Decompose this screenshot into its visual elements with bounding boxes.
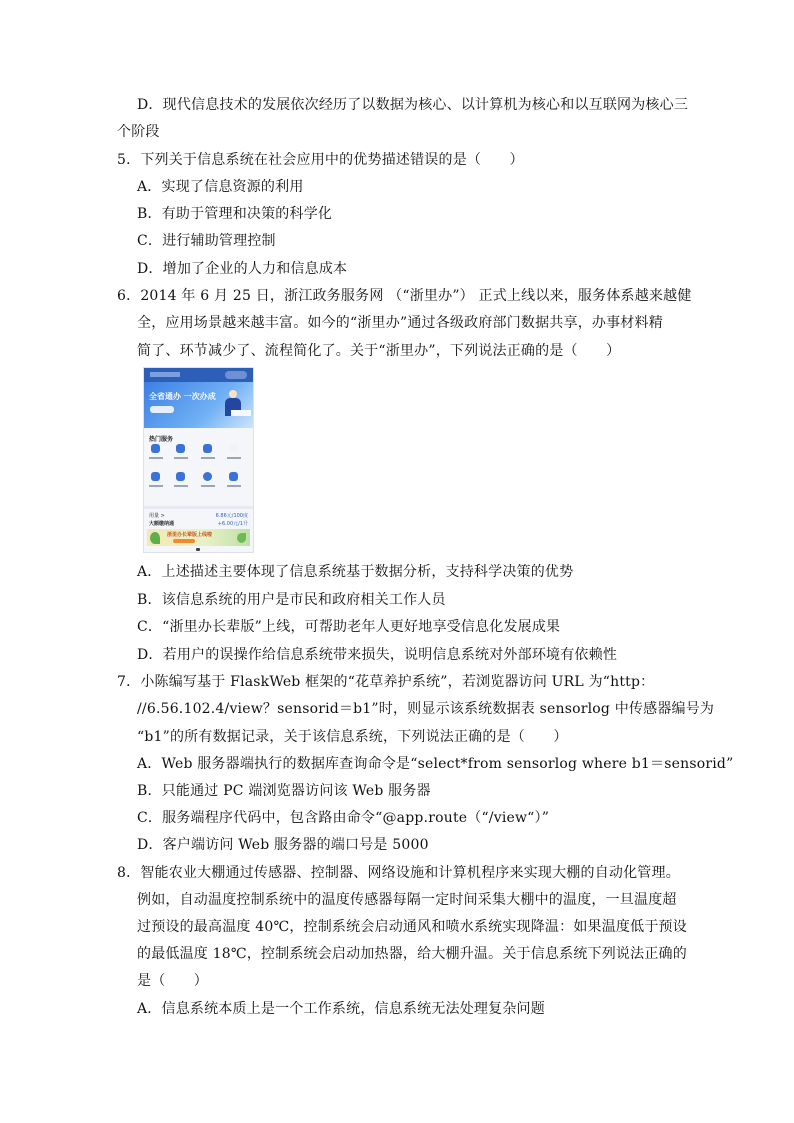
info-row-2-label: 大额缴纳通 [149,521,175,527]
option-text: 上述描述主要体现了信息系统基于数据分析，支持科学决策的优势 [161,564,574,580]
option-label: C． [137,810,163,826]
question-text: 下列关于信息系统在社会应用中的优势描述错误的是（ ） [140,152,524,168]
option-label: B． [137,592,162,608]
q7-option-a [137,754,733,774]
option-label: B． [137,206,162,222]
q7-stem-line2: //6.56.102.4/view？sensorid＝b1”时，则显示该系统数据表 sensorlog 中传感器编号为 [137,701,715,717]
app-header-bar [144,368,253,382]
info-row-2-value: +6.00元/1升 [217,521,248,527]
q5-stem [117,150,524,170]
q6-stem-line1 [117,286,692,306]
option-label: D． [137,837,163,853]
laptop-icon [231,410,251,416]
question-number: 8． [117,865,141,881]
divider [144,506,253,509]
banner-title: 全省通办 一次办成 [149,392,216,401]
q7-stem-line1 [117,672,654,692]
option-text: 实现了信息资源的利用 [161,179,304,195]
question-number: 5． [117,152,141,168]
elder-version-ad-banner [147,529,250,546]
option-label: A． [137,564,162,580]
q6-stem-line3: 简了、环节减少了、流程简化了。关于“浙里办”，下列说法正确的是（ ） [137,343,621,359]
q8-option-a [137,999,545,1019]
option-text: 信息系统本质上是一个工作系统，信息系统无法处理复杂问题 [161,1001,545,1017]
banner-button-icon [150,406,174,413]
q7-option-b [137,781,431,801]
q4-option-d [137,95,688,115]
hot-services-title: 热门服务 [149,436,174,443]
option-label: B． [137,783,162,799]
service-icon [229,444,238,453]
q6-option-a [137,562,573,582]
service-icon-grid [147,444,250,502]
service-icon [203,472,212,481]
q6-option-d [137,645,617,665]
info-row-1-value: 6.86元/100度 [215,513,248,519]
info-row-1-label: 用量 > [149,513,165,519]
q7-option-d [137,835,429,855]
question-text: 小陈编写基于 FlaskWeb 框架的“花草养护系统”，若浏览器访问 URL 为“http： [140,674,655,690]
option-text: 增加了企业的人力和信息成本 [162,261,348,277]
option-label: D． [137,97,163,113]
q4-option-d-wrap: 个阶段 [117,124,160,140]
option-text: 进行辅助管理控制 [162,233,276,249]
option-label: A． [137,179,162,195]
service-icon [176,444,185,453]
ad-button-icon [173,539,195,543]
option-text: 该信息系统的用户是市民和政府相关工作人员 [161,592,446,608]
option-text: 若用户的误操作给信息系统带来损失，说明信息系统对外部环境有依赖性 [162,647,618,663]
q8-stem-line2: 例如，自动温度控制系统中的温度传感器每隔一定时间采集大棚中的温度，一旦温度超 [137,892,677,908]
service-icon [151,472,160,481]
q5-option-d [137,259,347,279]
option-label: A． [137,1001,162,1017]
option-label: D． [137,261,163,277]
question-text: 智能农业大棚通过传感器、控制器、网络设施和计算机程序来实现大棚的自动化管理。 [140,865,680,881]
option-label: D． [137,647,163,663]
service-icon [176,472,185,481]
question-number: 6． [117,288,141,304]
header-search-icon [150,372,180,377]
option-label: A． [137,756,162,772]
option-text: 只能通过 PC 端浏览器访问该 Web 服务器 [161,783,431,799]
q8-stem-line3: 过预设的最高温度 40℃，控制系统会启动通风和喷水系统实现降温：如果温度低于预设 [137,919,687,935]
q5-option-a [137,177,304,197]
option-text: 现代信息技术的发展依次经历了以数据为核心、以计算机为核心和以互联网为核心三 [162,97,689,113]
q8-stem-line5: 是（ ） [137,973,208,989]
option-text: “浙里办长辈版”上线，可帮助老年人更好地享受信息化发展成果 [162,619,561,635]
q8-stem-line1 [117,863,680,883]
option-text: 有助于管理和决策的科学化 [161,206,333,222]
service-icon [229,472,238,481]
service-icon [151,444,160,453]
option-text: 客户端访问 Web 服务器的端口号是 5000 [162,837,429,853]
q6-option-c [137,617,560,637]
question-number: 7． [117,674,141,690]
option-label: C． [137,619,163,635]
q8-stem-line4: 的最低温度 18℃，控制系统会启动加热器，给大棚升温。关于信息系统下列说法正确的 [137,946,687,962]
header-pill-icon [225,371,247,379]
ad-text: 浙里办长辈版上线啦 [167,532,213,538]
leaf-icon [237,533,246,543]
leaf-icon [150,532,160,544]
q5-option-c [137,231,276,251]
q5-option-b [137,204,332,224]
zheliban-app-screenshot [143,367,254,553]
q7-option-c [137,808,549,828]
option-text: 服务端程序代码中，包含路由命令“@app.route（“/view“）” [162,810,550,826]
q6-stem-line2: 全，应用场景越来越丰富。如今的“浙里办”通过各级政府部门数据共享，办事材料精 [137,315,663,331]
service-icon [203,444,212,453]
q6-option-b [137,590,446,610]
option-label: C． [137,233,163,249]
home-indicator-icon [196,548,200,551]
app-banner [144,382,253,428]
option-text: Web 服务器端执行的数据库查询命令是“select*from sensorlog where b1＝sensorid” [161,756,734,772]
q7-stem-line3: “b1”的所有数据记录，关于该信息系统，下列说法正确的是（ ） [137,729,568,745]
question-text: 2014 年 6 月 25 日，浙江政务服务网 （“浙里办”） 正式上线以来，服务体系越来越健 [140,288,692,304]
